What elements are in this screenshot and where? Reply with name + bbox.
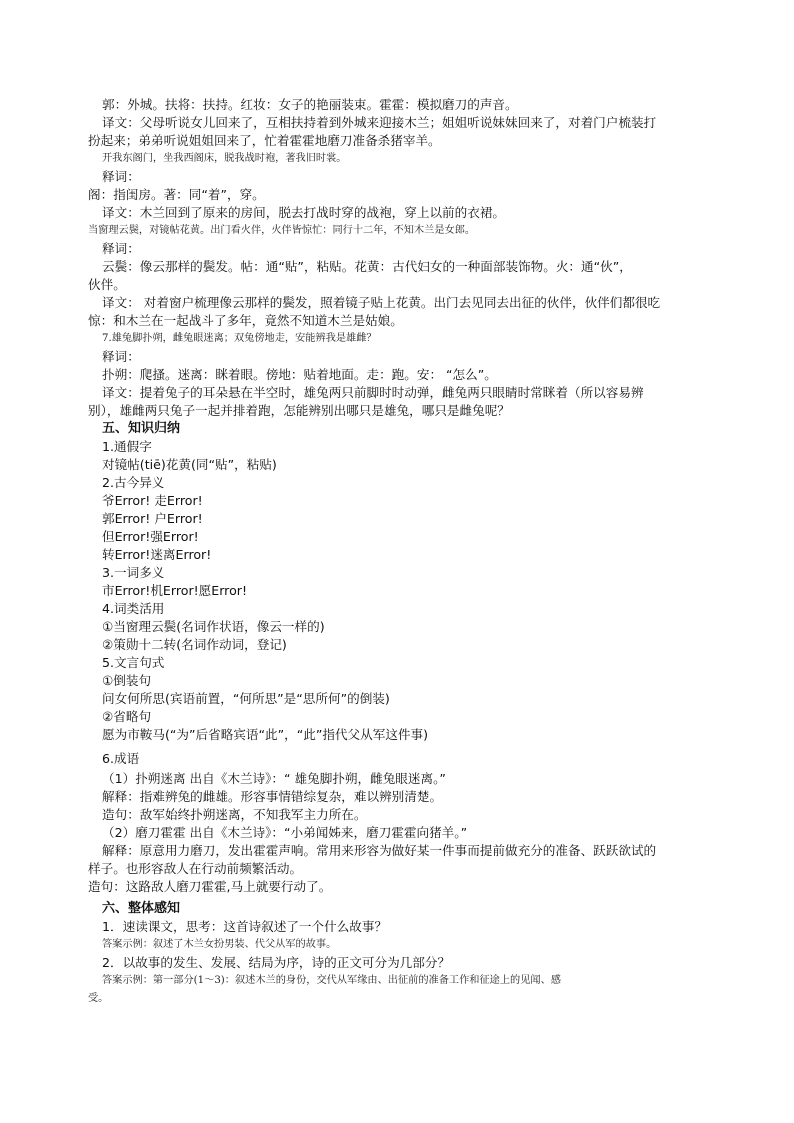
answer-2a: 答案示例：第一部分(1～3)：叙述木兰的身份，交代从军缘由、出征前的准备工作和征途上的见闻、感 (102, 975, 561, 986)
item-gujin-4: 转Error!迷离Error! (102, 547, 212, 562)
gloss-line-1: 郭：外城。扶将：扶持。红妆：女子的艳丽装束。霍霍：模拟磨刀的声音。 (102, 97, 518, 112)
translation-line-3a: 译文： 对着窗户梳理像云那样的鬓发，照着镜子贴上花黄。出门去见同去出征的伙伴，伙伴们都很吃 (102, 295, 661, 310)
translation-line-4a: 译文：提着兔子的耳朵悬在半空时，雄兔两只前脚时时动弹，雌兔两只眼睛时常眯着（所以容易辨 (102, 385, 644, 400)
item-gujin-3: 但Error!强Error! (102, 529, 199, 544)
idiom-2-example: 造句：这路敌人磨刀霍霍,马上就要行动了。 (88, 879, 332, 894)
item-tongjia: 对镜帖(tiē)花黄(同“贴”，粘贴) (102, 457, 277, 472)
item-duoyi: 市Error!机Error!愿Error! (102, 583, 248, 598)
item-jushi-3: ②省略句 (102, 709, 152, 724)
sub-heading-6: 6.成语 (102, 751, 140, 766)
poem-line-3: 7.雄兔脚扑朔，雌兔眼迷离；双兔傍地走，安能辨我是雄雌？ (102, 333, 377, 344)
idiom-2-explain-a: 解释：原意用力磨刀，发出霍霍声响。常用来形容为做好某一件事而提前做充分的准备、跃跃欲试的 (102, 843, 657, 858)
translation-line-4b: 别），雄雌两只兔子一起并排着跑，怎能辨别出哪只是雄兔，哪只是雌兔呢？ (88, 403, 510, 418)
item-huoyong-2: ②策勋十二转(名词作动词，登记) (102, 637, 287, 652)
section-heading-5: 五、知识归纳 (102, 421, 181, 436)
translation-line-3b: 惊：和木兰在一起战斗了多年，竟然不知道木兰是姑娘。 (88, 313, 403, 328)
answer-2b: 受。 (88, 993, 109, 1004)
sub-heading-3: 3.一词多义 (102, 565, 165, 580)
gloss-line-4: 扑朔：爬搔。迷离：眯着眼。傍地：贴着地面。走：跑。安： “怎么”。 (102, 367, 497, 382)
section-heading-6: 六、整体感知 (102, 901, 181, 916)
gloss-label-3: 释词： (102, 349, 140, 364)
sub-heading-5: 5.文言句式 (102, 655, 165, 670)
item-jushi-4: 愿为市鞍马(“为”后省略宾语“此”，“此”指代父从军这件事) (102, 727, 429, 742)
translation-line-1b: 扮起来；弟弟听说姐姐回来了，忙着霍霍地磨刀准备杀猪宰羊。 (88, 133, 441, 148)
item-jushi-1: ①倒装句 (102, 673, 152, 688)
idiom-1-example: 造句：敌军始终扑朔迷离，不知我军主力所在。 (102, 807, 367, 822)
sub-heading-2: 2.古今异义 (102, 475, 165, 490)
idiom-2-explain-b: 样子。也形容敌人在行动前频繁活动。 (88, 861, 303, 876)
gloss-line-3a: 云鬓：像云那样的鬓发。帖：通“贴”，粘贴。花黄：古代妇女的一种面部装饰物。火：通“伙”， (102, 259, 632, 274)
poem-line-2: 当窗理云鬓，对镜帖花黄。出门看火伴，火伴皆惊忙：同行十二年，不知木兰是女郎。 (88, 225, 476, 236)
translation-line-2: 译文：木兰回到了原来的房间，脱去打战时穿的战袍，穿上以前的衣裙。 (102, 205, 505, 220)
sub-heading-1: 1.通假字 (102, 439, 152, 454)
idiom-1-explain: 解释：指难辨兔的雌雄。形容事情错综复杂，难以辨别清楚。 (102, 789, 443, 804)
item-jushi-2: 问女何所思(宾语前置，“何所思”是“思所何”的倒装) (102, 691, 390, 706)
item-huoyong-1: ①当窗理云鬓(名词作状语，像云一样的) (102, 619, 325, 634)
question-2: 2．以故事的发生、发展、结局为序，诗的正文可分为几部分？ (102, 955, 451, 970)
poem-line-1: 开我东阁门，坐我西阁床，脱我战时袍，著我旧时裳。 (102, 153, 347, 164)
item-gujin-2: 郭Error! 户Error! (102, 511, 203, 526)
sub-heading-4: 4.词类活用 (102, 601, 165, 616)
gloss-label-2: 释词： (102, 241, 140, 256)
question-1: 1．速读课文，思考：这首诗叙述了一个什么故事？ (102, 919, 388, 934)
gloss-line-2: 阁：指闺房。著：同“着”，穿。 (88, 187, 265, 202)
answer-1: 答案示例：叙述了木兰女扮男装、代父从军的故事。 (102, 939, 337, 950)
translation-line-1a: 译文：父母听说女儿回来了，互相扶持着到外城来迎接木兰；姐姐听说妹妹回来了，对着门户梳装打 (102, 115, 657, 130)
idiom-1-title: （1）扑朔迷离 出自《木兰诗》：“ 雄兔脚扑朔，雌兔眼迷离。” (102, 771, 446, 786)
item-gujin-1: 爷Error! 走Error! (102, 493, 203, 508)
gloss-line-3b: 伙伴。 (88, 277, 126, 292)
gloss-label-1: 释词： (102, 169, 140, 184)
idiom-2-title: （2）磨刀霍霍 出自《木兰诗》：“小弟闻姊来，磨刀霍霍向猪羊。” (102, 825, 468, 840)
